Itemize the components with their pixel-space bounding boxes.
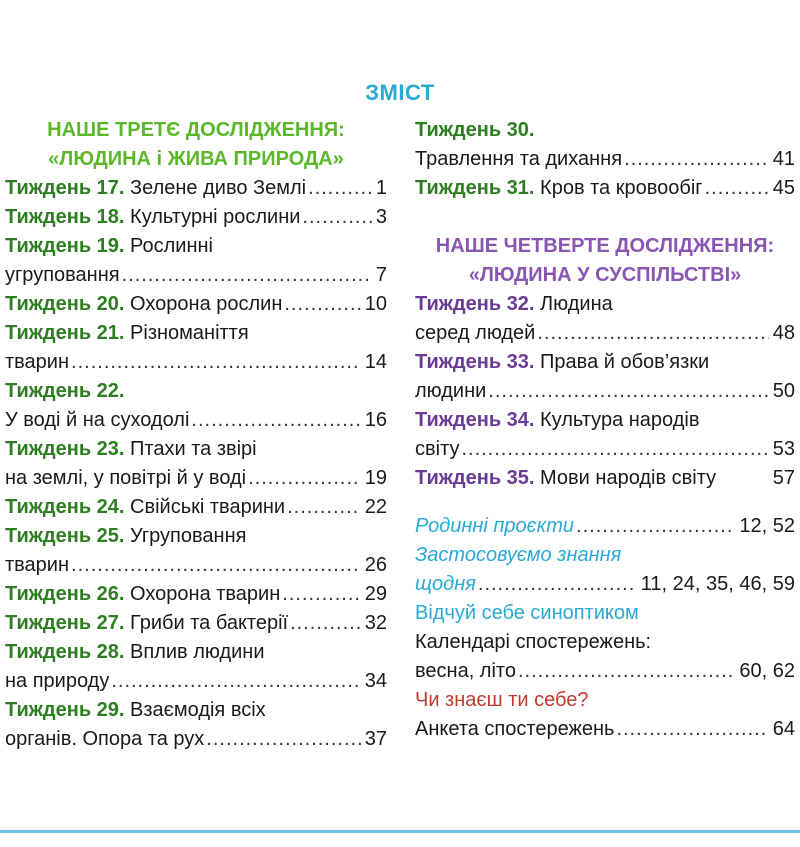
week-label: Тиждень 29. bbox=[5, 699, 125, 721]
entry-title-cont: Травлення та дихання bbox=[415, 148, 623, 170]
toc-entry-week-18[interactable] bbox=[5, 203, 387, 232]
week-label: Тиждень 17. bbox=[5, 177, 125, 199]
toc-entry-week-28[interactable] bbox=[5, 638, 387, 667]
week-label: Тиждень 20. bbox=[5, 293, 125, 315]
page-number: 57 bbox=[772, 467, 795, 489]
entry-title-cont: органів. Опора та рух bbox=[5, 728, 205, 750]
leader-dots bbox=[290, 609, 361, 638]
toc-entry-family-projects[interactable] bbox=[415, 512, 795, 541]
toc-entry-week-19-cont[interactable] bbox=[5, 261, 387, 290]
toc-entry-week-24[interactable] bbox=[5, 493, 387, 522]
section-heading-third: НАШЕ ТРЕТЄ ДОСЛІДЖЕННЯ: bbox=[47, 119, 345, 141]
leader-dots bbox=[624, 145, 769, 174]
entry-title-cont: У воді й на суходолі bbox=[5, 409, 190, 431]
page-number: 53 bbox=[772, 438, 795, 460]
week-label: Тиждень 33. bbox=[415, 351, 535, 373]
week-label: Тиждень 28. bbox=[5, 641, 125, 663]
page-number: 29 bbox=[364, 583, 387, 605]
entry-title-cont: весна, літо bbox=[415, 660, 516, 682]
entry-title: Угруповання bbox=[124, 525, 247, 547]
leader-dots bbox=[705, 174, 769, 203]
toc-entry-week-28-cont[interactable] bbox=[5, 667, 387, 696]
week-label: Тиждень 21. bbox=[5, 322, 125, 344]
toc-right-column bbox=[415, 116, 795, 744]
entry-title: Права й обов’язки bbox=[534, 351, 710, 373]
toc-entry-survey[interactable] bbox=[415, 715, 795, 744]
entry-title-cont: щодня bbox=[415, 573, 476, 595]
toc-entry-week-30[interactable] bbox=[415, 116, 795, 145]
leader-dots bbox=[248, 464, 361, 493]
entry-title: Культура народів bbox=[534, 409, 700, 431]
page-number: 41 bbox=[772, 148, 795, 170]
entry-title: Охорона тварин bbox=[124, 583, 281, 605]
toc-entry-week-31[interactable] bbox=[415, 174, 795, 203]
toc-entry-week-34[interactable] bbox=[415, 406, 795, 435]
toc-entry-week-21-cont[interactable] bbox=[5, 348, 387, 377]
entry-title: Анкета спостережень bbox=[415, 718, 615, 740]
week-label: Тиждень 31. bbox=[415, 177, 535, 199]
page-number: 50 bbox=[772, 380, 795, 402]
entry-title: Різноманіття bbox=[124, 322, 249, 344]
entry-title: Зелене диво Землі bbox=[124, 177, 307, 199]
toc-entry-apply-knowledge-cont[interactable] bbox=[415, 570, 795, 599]
entry-title: Вплив людини bbox=[124, 641, 265, 663]
week-label: Тиждень 35. bbox=[415, 467, 535, 489]
toc-entry-week-19[interactable] bbox=[5, 232, 387, 261]
toc-entry-week-22-cont[interactable] bbox=[5, 406, 387, 435]
entry-title: Родинні проєкти bbox=[415, 515, 575, 537]
toc-entry-week-33[interactable] bbox=[415, 348, 795, 377]
leader-dots bbox=[518, 657, 735, 686]
entry-title-cont: на природу bbox=[5, 670, 110, 692]
toc-entry-week-26[interactable] bbox=[5, 580, 387, 609]
page-number: 3 bbox=[375, 206, 387, 228]
entry-title-cont: людини bbox=[415, 380, 487, 402]
week-label: Тиждень 18. bbox=[5, 206, 125, 228]
leader-dots bbox=[287, 493, 361, 522]
entry-title-cont: тварин bbox=[5, 351, 70, 373]
week-label: Тиждень 25. bbox=[5, 525, 125, 547]
toc-entry-week-29-cont[interactable] bbox=[5, 725, 387, 754]
toc-entry-week-20[interactable] bbox=[5, 290, 387, 319]
leader-dots bbox=[461, 435, 768, 464]
page-title: ЗМІСТ bbox=[365, 80, 435, 105]
page-number: 10 bbox=[364, 293, 387, 315]
week-label: Тиждень 24. bbox=[5, 496, 125, 518]
toc-entry-week-32-cont[interactable] bbox=[415, 319, 795, 348]
leader-dots bbox=[71, 551, 361, 580]
week-label: Тиждень 34. bbox=[415, 409, 535, 431]
week-label: Тиждень 23. bbox=[5, 438, 125, 460]
entry-title-cont: серед людей bbox=[415, 322, 536, 344]
page-number: 32 bbox=[364, 612, 387, 634]
entry-title: Мови народів світу bbox=[534, 467, 717, 489]
page-number: 60, 62 bbox=[739, 660, 795, 682]
entry-title: Календарі спостережень: bbox=[415, 631, 652, 653]
week-label: Тиждень 32. bbox=[415, 293, 535, 315]
entry-title: Людина bbox=[534, 293, 613, 315]
spacer bbox=[415, 493, 795, 512]
toc-entry-week-30-cont[interactable] bbox=[415, 145, 795, 174]
toc-entry-week-23[interactable] bbox=[5, 435, 387, 464]
entry-title: Відчуй себе синоптиком bbox=[415, 602, 639, 624]
entry-title: Культурні рослини bbox=[124, 206, 301, 228]
toc-entry-apply-knowledge[interactable] bbox=[415, 541, 795, 570]
leader-dots bbox=[537, 319, 768, 348]
leader-dots bbox=[282, 580, 360, 609]
entry-title-cont: на землі, у повітрі й у воді bbox=[5, 467, 247, 489]
leader-dots bbox=[122, 261, 372, 290]
page-number: 64 bbox=[772, 718, 795, 740]
entry-title: Чи знаєш ти себе? bbox=[415, 689, 589, 711]
week-label: Тиждень 26. bbox=[5, 583, 125, 605]
page-number: 16 bbox=[364, 409, 387, 431]
leader-dots bbox=[308, 174, 372, 203]
page-number: 22 bbox=[364, 496, 387, 518]
toc-heading-know-yourself bbox=[415, 686, 795, 715]
toc-entry-week-33-cont[interactable] bbox=[415, 377, 795, 406]
toc-entry-week-25-cont[interactable] bbox=[5, 551, 387, 580]
entry-title: Птахи та звірі bbox=[124, 438, 257, 460]
leader-dots bbox=[616, 715, 768, 744]
bottom-divider bbox=[0, 830, 800, 833]
toc-entry-week-32[interactable] bbox=[415, 290, 795, 319]
toc-entry-week-22[interactable] bbox=[5, 377, 387, 406]
week-label: Тиждень 30. bbox=[415, 119, 535, 141]
week-label: Тиждень 22. bbox=[5, 380, 125, 402]
entry-title: Взаємодія всіх bbox=[124, 699, 266, 721]
page-number: 45 bbox=[772, 177, 795, 199]
page-number: 34 bbox=[364, 670, 387, 692]
page-number: 11, 24, 35, 46, 59 bbox=[640, 573, 795, 595]
section-subheading-third: «ЛЮДИНА і ЖИВА ПРИРОДА» bbox=[48, 148, 344, 170]
leader-dots bbox=[576, 512, 735, 541]
entry-title: Рослинні bbox=[124, 235, 213, 257]
page-number: 12, 52 bbox=[739, 515, 795, 537]
entry-title-cont: угруповання bbox=[5, 264, 120, 286]
toc-entry-week-35[interactable] bbox=[415, 464, 795, 493]
entry-title-cont: тварин bbox=[5, 554, 70, 576]
week-label: Тиждень 27. bbox=[5, 612, 125, 634]
leader-dots bbox=[284, 290, 360, 319]
toc-entry-week-29[interactable] bbox=[5, 696, 387, 725]
leader-dots bbox=[488, 377, 768, 406]
page-number: 1 bbox=[375, 177, 387, 199]
toc-entry-calendar[interactable] bbox=[415, 628, 795, 657]
entry-title: Охорона рослин bbox=[124, 293, 283, 315]
toc-entry-week-27[interactable] bbox=[5, 609, 387, 638]
page-number: 7 bbox=[375, 264, 387, 286]
leader-dots bbox=[478, 570, 637, 599]
entry-title: Застосовуємо знання bbox=[415, 544, 622, 566]
week-label: Тиждень 19. bbox=[5, 235, 125, 257]
page-number: 19 bbox=[364, 467, 387, 489]
toc-heading-forecaster bbox=[415, 599, 795, 628]
entry-title: Свійські тварини bbox=[124, 496, 286, 518]
leader-dots bbox=[71, 348, 361, 377]
page-number: 26 bbox=[364, 554, 387, 576]
section-subheading-fourth: «ЛЮДИНА У СУСПІЛЬСТВІ» bbox=[468, 264, 742, 286]
entry-title: Кров та кровообіг bbox=[534, 177, 703, 199]
toc-entry-week-21[interactable] bbox=[5, 319, 387, 348]
toc-entry-calendar-cont[interactable] bbox=[415, 657, 795, 686]
leader-dots bbox=[206, 725, 360, 754]
toc-entry-week-34-cont[interactable] bbox=[415, 435, 795, 464]
entry-title-cont: світу bbox=[415, 438, 460, 460]
leader-dots bbox=[111, 667, 360, 696]
page-number: 48 bbox=[772, 322, 795, 344]
leader-dots bbox=[302, 203, 371, 232]
toc-entry-week-25[interactable] bbox=[5, 522, 387, 551]
toc-entry-week-23-cont[interactable] bbox=[5, 464, 387, 493]
page-number: 37 bbox=[364, 728, 387, 750]
entry-title: Гриби та бактерії bbox=[124, 612, 289, 634]
leader-dots bbox=[191, 406, 360, 435]
toc-entry-week-17[interactable] bbox=[5, 174, 387, 203]
section-heading-fourth: НАШЕ ЧЕТВЕРТЕ ДОСЛІДЖЕННЯ: bbox=[435, 235, 775, 257]
page-number: 14 bbox=[364, 351, 387, 373]
spacer bbox=[415, 203, 795, 232]
toc-left-column bbox=[5, 116, 387, 754]
